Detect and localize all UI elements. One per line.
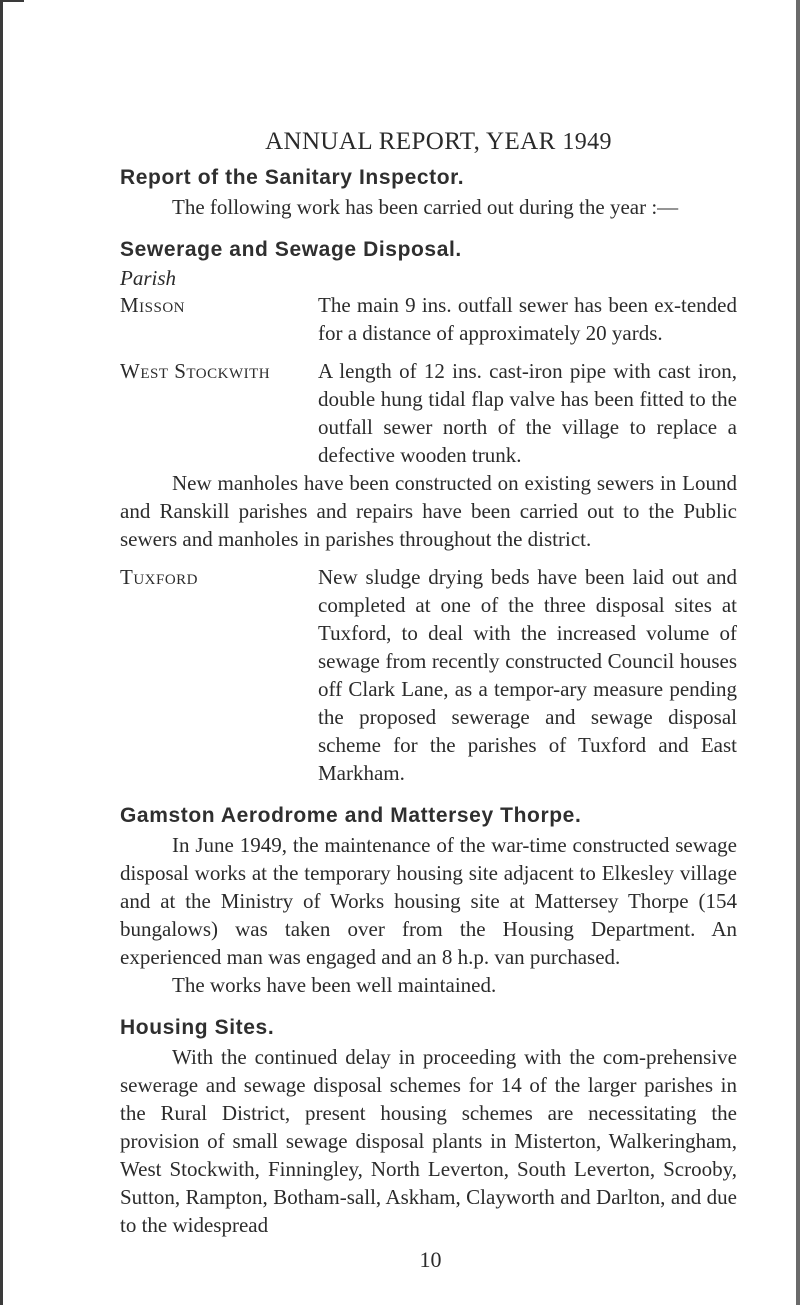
parish-entry-misson	[120, 291, 737, 347]
manholes-paragraph: New manholes have been constructed on existing sewers in Lound and Ranskill parishes and repairs have been carried out to the Public sewers and manholes in parishes throughout the district.	[120, 471, 737, 551]
intro-paragraph: The following work has been carried out during the year :—	[172, 195, 679, 219]
page-edge-top	[0, 0, 24, 2]
housing-paragraph: With the continued delay in proceeding with the com-prehensive sewerage and sewage disposal schemes for 14 of the larger parishes in the Rural District, present housing schemes are necessitating the provision of small sewage disposal plants in Misterton, Walkeringham, West Stockwith, Finningley, North Leverton, South Leverton, Scrooby, Sutton, Rampton, Botham-sall, Askham, Clayworth and Darlton, and due to the widespread	[120, 1045, 737, 1237]
parish-entry-west-stockwith	[120, 357, 737, 469]
running-head	[140, 128, 737, 156]
running-head-title: ANNUAL REPORT, YEAR	[265, 128, 556, 155]
parish-text: New sludge drying beds have been laid out and completed at one of the three disposal sites at Tuxford, to deal with the increased volume of sewage from recently constructed Council houses off Clark Lane, as a tempor-ary measure pending the proposed sewerage and sewage disposal scheme for the parishes of Tuxford and East Markham.	[318, 565, 737, 785]
parish-column-label: Parish	[120, 266, 177, 290]
sewerage-heading: Sewerage and Sewage Disposal.	[120, 238, 462, 261]
gamston-heading: Gamston Aerodrome and Mattersey Thorpe.	[120, 804, 582, 827]
parish-name: Misson	[120, 293, 186, 317]
report-title: Report of the Sanitary Inspector.	[120, 166, 465, 189]
page-content	[120, 128, 737, 1273]
page-edge-left	[0, 0, 3, 1305]
running-head-year: 1949	[562, 129, 612, 155]
parish-text: The main 9 ins. outfall sewer has been ex-tended for a distance of approximately 20 yards.	[318, 293, 737, 345]
parish-text: A length of 12 ins. cast-iron pipe with cast iron, double hung tidal flap valve has been fitted to the outfall sewer north of the village to replace a defective wooden trunk.	[318, 359, 737, 467]
housing-heading: Housing Sites.	[120, 1016, 275, 1039]
parish-name: Tuxford	[120, 565, 199, 589]
page-edge-right	[796, 0, 800, 1305]
parish-name: West Stockwith	[120, 359, 271, 383]
page-number: 10	[419, 1247, 442, 1272]
parish-entry-tuxford	[120, 563, 737, 787]
gamston-paragraph-1: In June 1949, the maintenance of the war-time constructed sewage disposal works at the temporary housing site adjacent to Elkesley village and at the Ministry of Works housing site at Mattersey Thorpe (154 bungalows) was taken over from the Housing Department. An experienced man was engaged and an 8 h.p. van purchased.	[120, 833, 737, 969]
gamston-paragraph-2: The works have been well maintained.	[172, 973, 497, 997]
